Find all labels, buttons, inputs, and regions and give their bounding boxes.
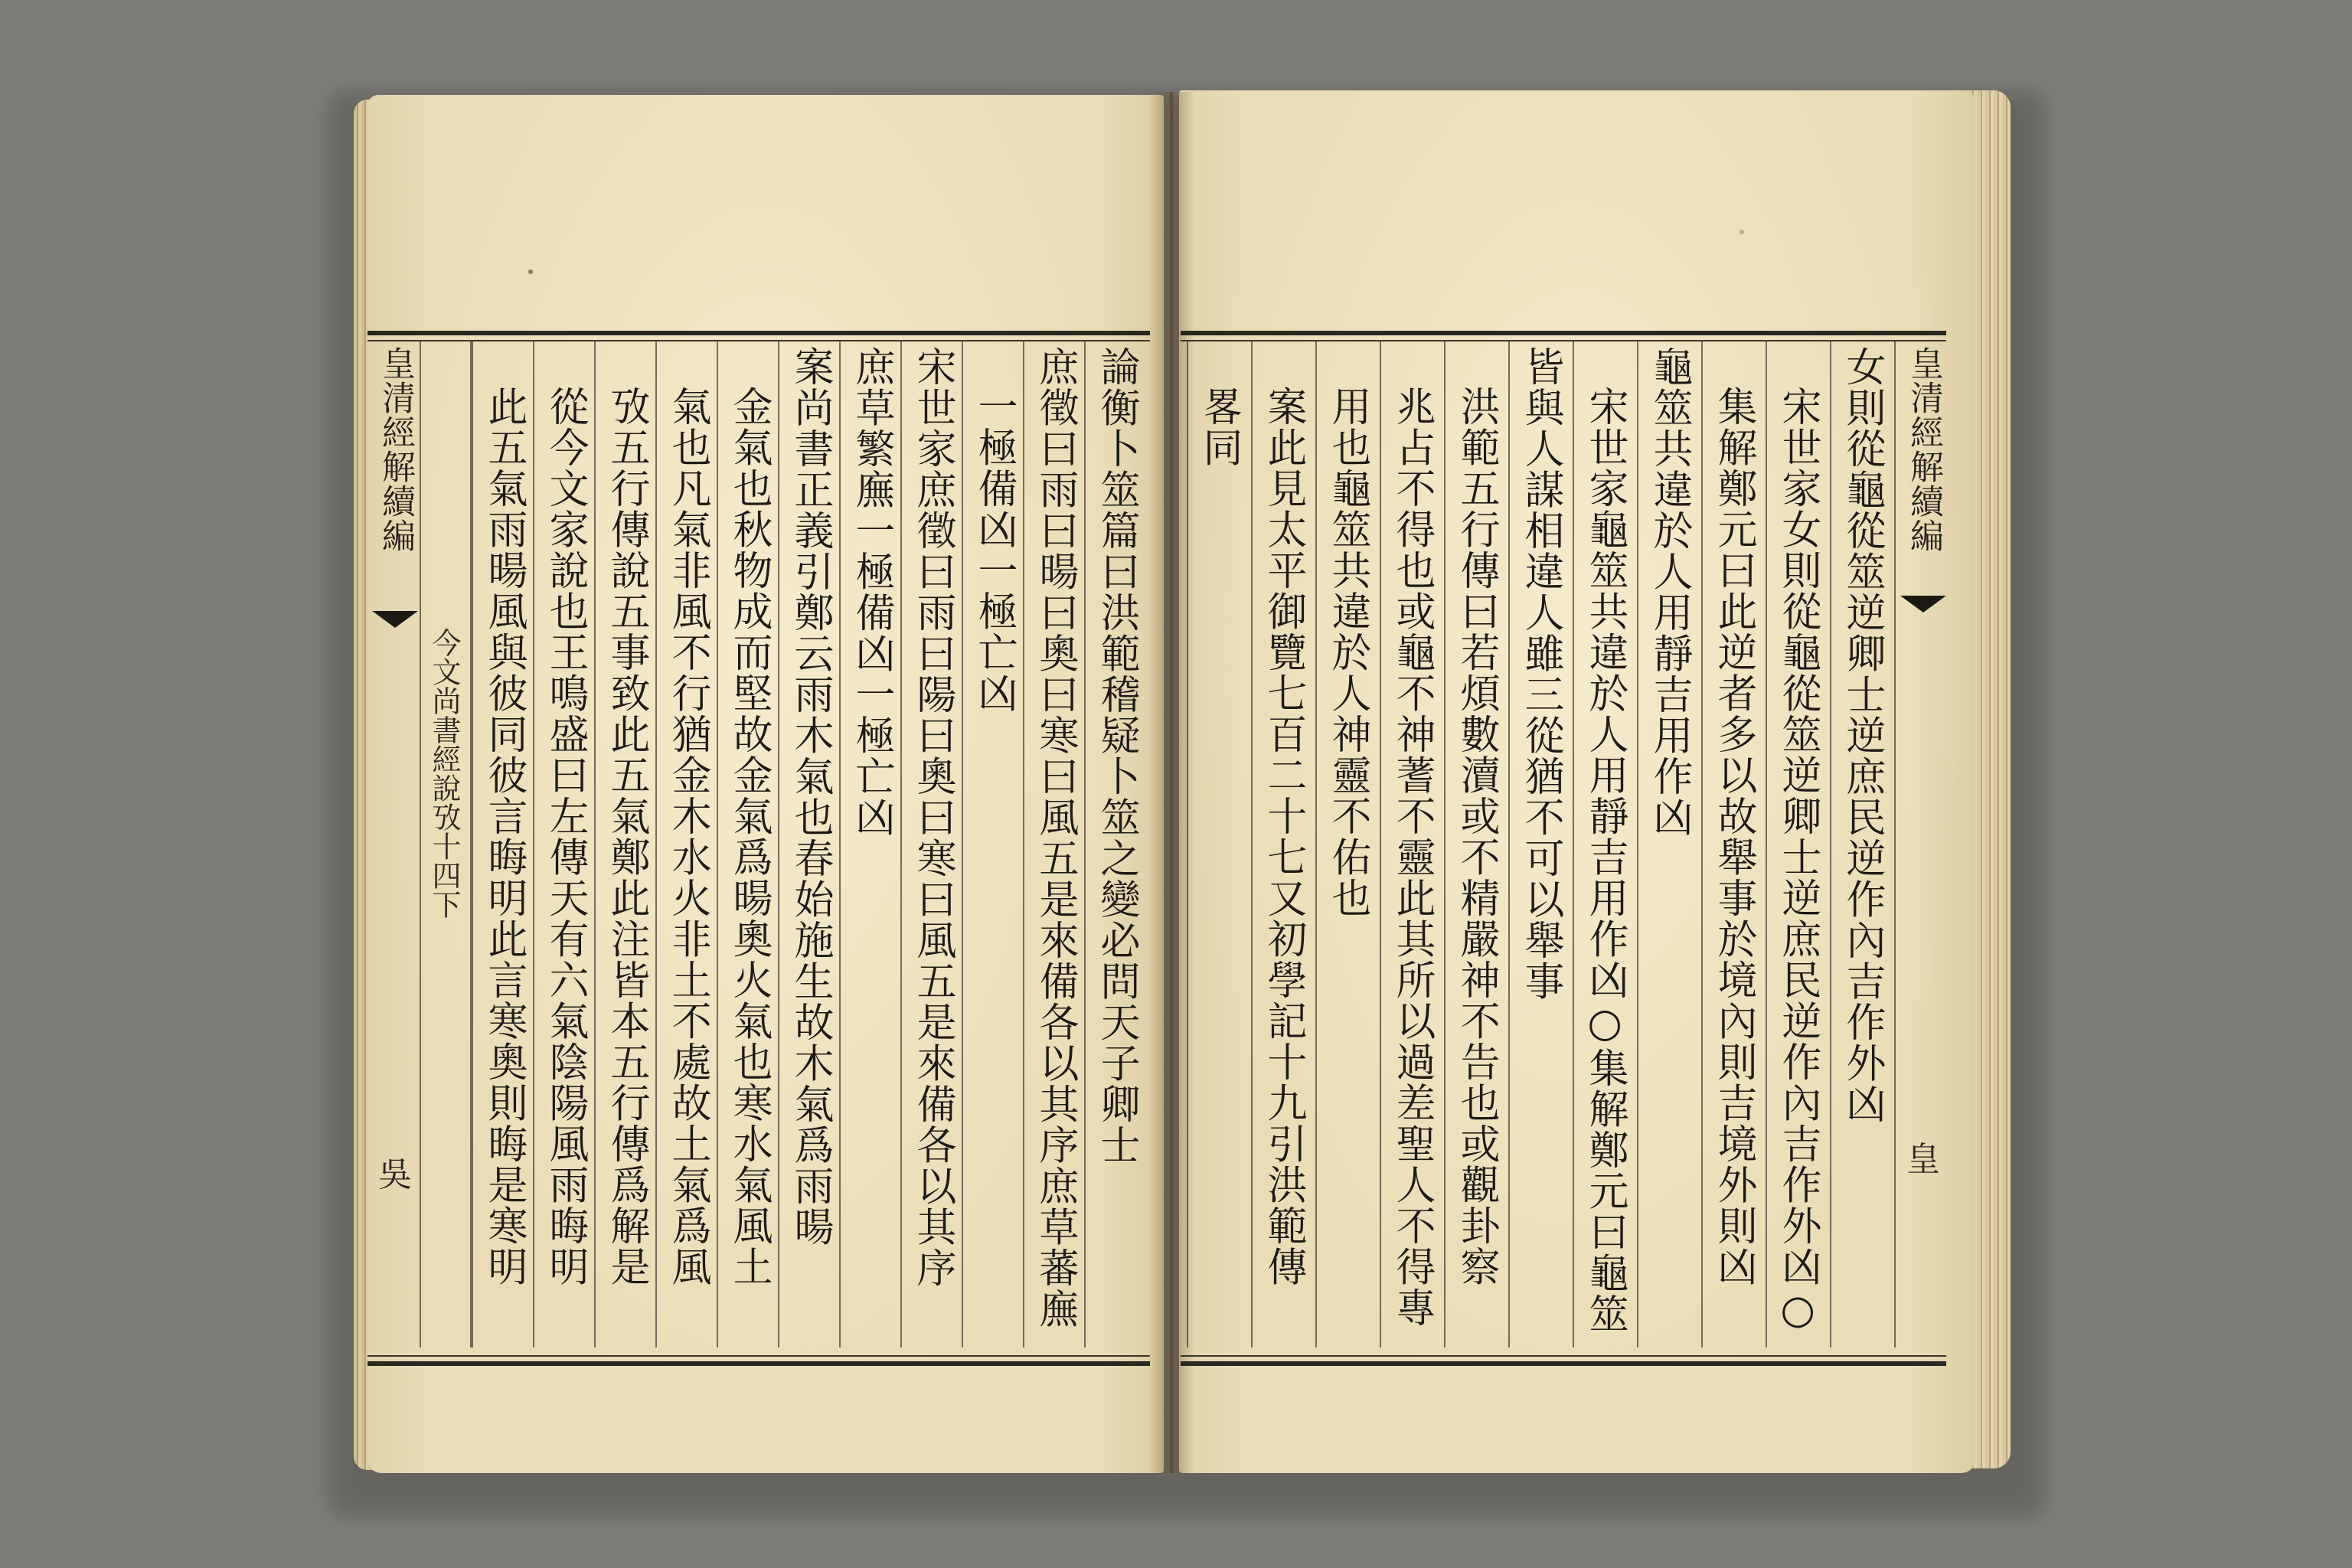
left-margin-subtitle: 今文尚書經說攷十四下 (427, 628, 461, 919)
text-column: 龜筮共違於人用靜吉用作凶 (1646, 346, 1692, 838)
column-rule (1315, 340, 1317, 1348)
text-column: 論衡卜筮篇曰洪範稽疑卜筮之變必問天子卿士 (1093, 346, 1139, 1165)
column-rule (778, 340, 779, 1348)
text-column: 案尚書正義引鄭云雨木氣也春始施生故木氣爲雨暘 (787, 346, 833, 1247)
column-rule (533, 340, 534, 1348)
column-rule (1187, 340, 1188, 1348)
right-fish-tail-mark (1899, 594, 1948, 614)
text-column: 用也龜筮共違於人神靈不佑也 (1325, 386, 1370, 919)
left-rule-1 (420, 340, 421, 1348)
right-rule-outer (1894, 340, 1896, 1348)
text-column: 從今文家說也王鳴盛曰左傳天有六氣陰陽風雨晦明 (542, 386, 588, 1287)
text-column: 集解鄭元曰此逆者多以故舉事於境內則吉境外則凶 (1710, 386, 1756, 1287)
column-rule (1508, 340, 1510, 1348)
right-page-number: 皇 (1906, 1140, 1940, 1179)
text-column: 宋世家庶徵曰雨曰陽曰奧曰寒曰風五是來備各以其序 (910, 346, 956, 1289)
column-rule (900, 340, 902, 1348)
column-rule (1084, 340, 1086, 1348)
text-column: 一極備凶一極亡凶 (971, 386, 1017, 714)
text-column: 庶草繁廡一極備凶一極亡凶 (848, 346, 894, 838)
text-column: 洪範五行傳曰若煩數瀆或不精嚴神不告也或觀卦察 (1453, 386, 1499, 1287)
right-margin-strip (1899, 346, 1948, 1341)
ink-speck (1740, 230, 1744, 234)
column-rule (962, 340, 963, 1348)
column-rule (1701, 340, 1703, 1348)
column-rule (594, 340, 596, 1348)
column-rule (1830, 340, 1831, 1348)
text-column: 庶徵曰雨曰暘曰奧曰寒曰風五是來備各以其序庶草蕃廡 (1032, 346, 1078, 1329)
text-column: 女則從龜從筮逆卿士逆庶民逆作內吉作外凶 (1839, 346, 1885, 1125)
column-rule (655, 340, 657, 1348)
text-column: 畧同 (1196, 386, 1242, 468)
text-column: 金氣也秋物成而堅故金氣爲暘奧火氣也寒水氣風土 (726, 386, 772, 1287)
text-column: 宋世家女則從龜從筮逆卿士逆庶民逆作內吉作外凶○ (1775, 386, 1821, 1334)
left-margin-subtitle-strip (420, 628, 469, 1317)
text-column: 此五氣雨暘風與彼同彼言晦明此言寒奧則晦是寒明 (481, 386, 527, 1287)
ink-speck (528, 270, 533, 274)
text-column: 兆占不得也或龜不神蓍不靈此其所以過差聖人不得專 (1389, 386, 1435, 1328)
right-margin-title: 皇清經解續編 (1904, 346, 1943, 553)
left-page-number: 吳 (378, 1155, 412, 1194)
column-rule (1444, 340, 1446, 1348)
column-rule (1637, 340, 1638, 1348)
column-rule (1380, 340, 1381, 1348)
left-margin-title: 皇清經解續編 (376, 346, 415, 553)
column-rule (1251, 340, 1253, 1348)
column-rule (1023, 340, 1024, 1348)
column-rule (839, 340, 841, 1348)
text-column: 案此見太平御覽七百二十七又初學記十九引洪範傳 (1260, 386, 1306, 1287)
column-rule (472, 340, 473, 1348)
text-column: 攷五行傳說五事致此五氣鄭此注皆本五行傳爲解是 (603, 386, 649, 1287)
column-rule (1573, 340, 1574, 1348)
text-column: 宋世家龜筮共違於人用靜吉用作凶○集解鄭元曰龜筮 (1582, 386, 1628, 1334)
left-fish-tail-mark (371, 609, 420, 629)
column-rule (717, 340, 718, 1348)
column-rule (1766, 340, 1767, 1348)
text-column: 氣也凡氣非風不行猶金木水火非土不處故土氣爲風 (665, 386, 710, 1287)
text-column: 皆與人謀相違人雖三從猶不可以舉事 (1517, 346, 1563, 1001)
